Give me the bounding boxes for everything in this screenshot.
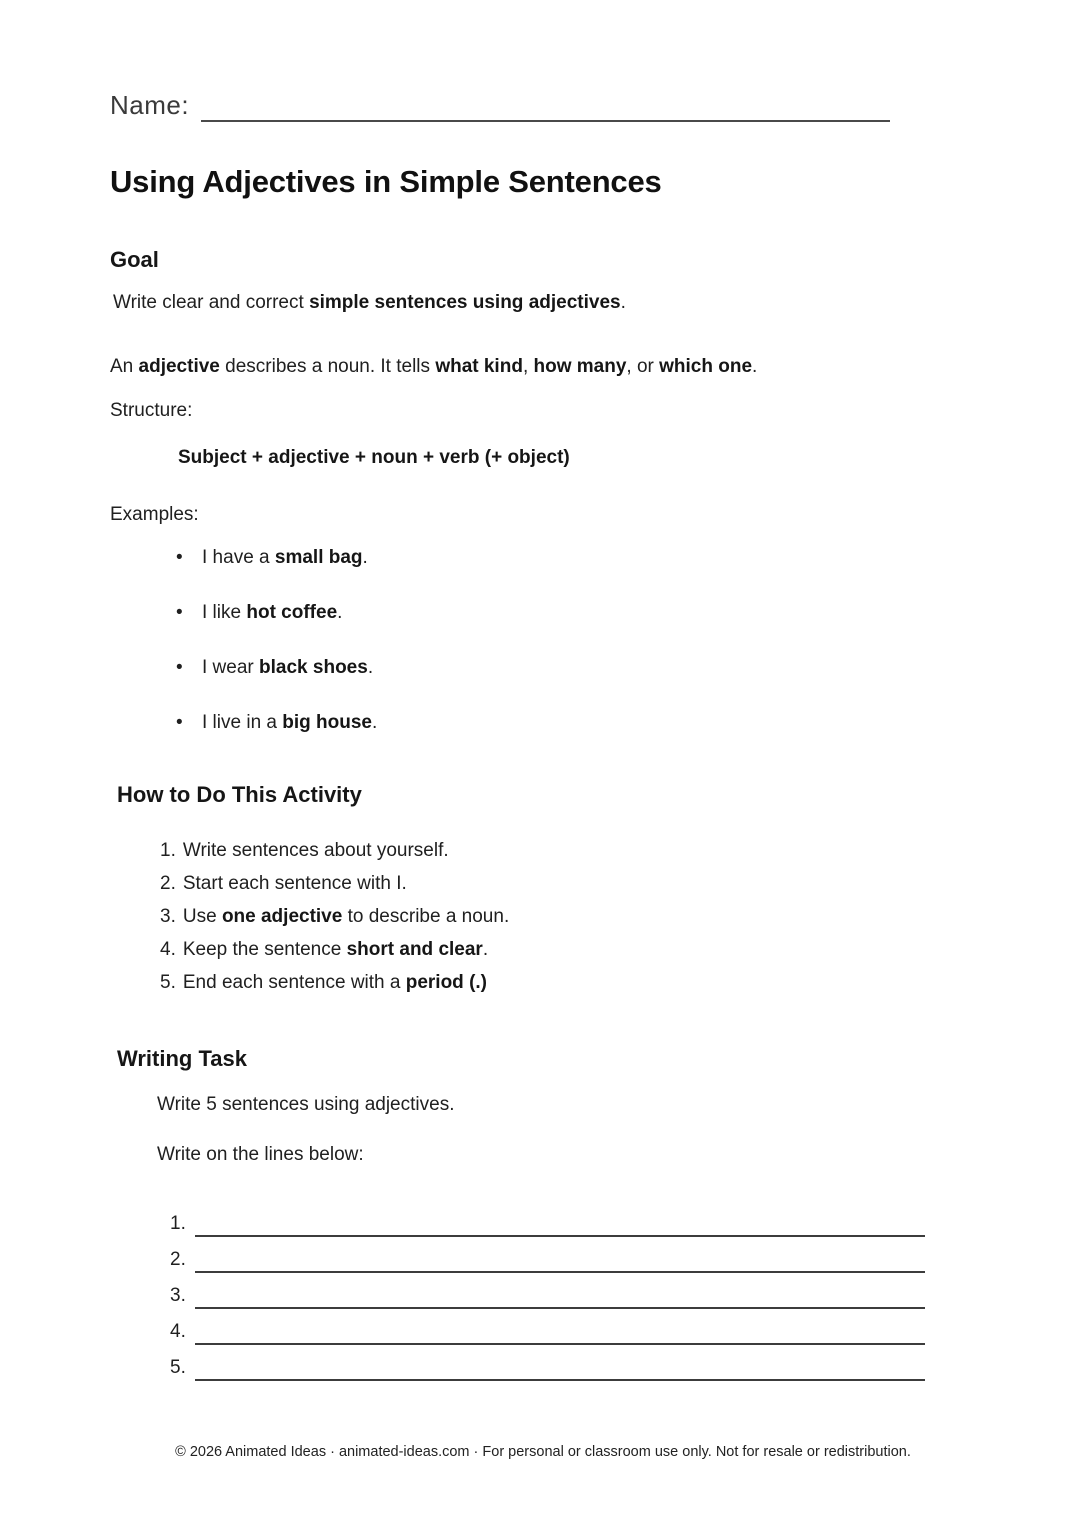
steps-list bbox=[160, 834, 1006, 999]
step-item bbox=[160, 966, 1006, 999]
page-title: Using Adjectives in Simple Sentences bbox=[110, 164, 662, 199]
name-input-line[interactable] bbox=[201, 92, 890, 122]
answer-line-1[interactable] bbox=[195, 1213, 925, 1237]
example-text: I have a small bag. bbox=[202, 547, 368, 568]
lines-below-label: Write on the lines below: bbox=[157, 1144, 364, 1165]
name-row bbox=[110, 88, 890, 122]
name-label: Name: bbox=[110, 90, 190, 120]
step-number: 5. bbox=[160, 972, 176, 993]
structure-label: Structure: bbox=[110, 400, 193, 421]
step-number: 1. bbox=[160, 840, 176, 861]
bullet-icon bbox=[176, 601, 202, 625]
example-text: I wear black shoes. bbox=[202, 657, 374, 678]
example-item bbox=[176, 711, 1006, 735]
line-number: 3. bbox=[170, 1285, 186, 1306]
step-text: Use one adjective to describe a noun. bbox=[182, 906, 510, 927]
step-text: Write sentences about yourself. bbox=[182, 840, 449, 861]
line-number: 1. bbox=[170, 1213, 186, 1234]
bullet-icon bbox=[176, 656, 202, 680]
step-item bbox=[160, 867, 1006, 900]
line-number: 4. bbox=[170, 1321, 186, 1342]
footer-text: © 2026 Animated Ideas · animated-ideas.com · For personal or classroom use only. Not for resale or redistribution. bbox=[175, 1444, 911, 1460]
step-number: 3. bbox=[160, 906, 176, 927]
step-number: 2. bbox=[160, 873, 176, 894]
step-text: End each sentence with a period (.) bbox=[182, 972, 488, 993]
examples-list bbox=[176, 546, 1006, 735]
line-number: 5. bbox=[170, 1357, 186, 1378]
line-number: 2. bbox=[170, 1249, 186, 1270]
goal-intro: Write clear and correct simple sentences using adjectives. bbox=[113, 292, 626, 313]
answer-row bbox=[170, 1237, 925, 1273]
writing-task-heading: Writing Task bbox=[117, 1046, 247, 1071]
goal-heading: Goal bbox=[110, 247, 159, 272]
answer-row bbox=[170, 1273, 925, 1309]
step-item bbox=[160, 900, 1006, 933]
bullet-icon bbox=[176, 546, 202, 570]
step-text: Start each sentence with I. bbox=[182, 873, 407, 894]
examples-label: Examples: bbox=[110, 504, 199, 525]
structure-formula: Subject + adjective + noun + verb (+ object) bbox=[178, 447, 570, 468]
step-item bbox=[160, 834, 1006, 867]
writing-task-instruction: Write 5 sentences using adjectives. bbox=[157, 1094, 455, 1115]
how-to-heading: How to Do This Activity bbox=[117, 782, 362, 807]
example-item bbox=[176, 601, 1006, 625]
bullet-icon bbox=[176, 711, 202, 735]
step-item bbox=[160, 933, 1006, 966]
answer-row bbox=[170, 1345, 925, 1381]
answer-lines bbox=[170, 1201, 925, 1381]
example-text: I live in a big house. bbox=[202, 712, 378, 733]
answer-line-5[interactable] bbox=[195, 1357, 925, 1381]
adjective-definition: An adjective describes a noun. It tells what kind, how many, or which one. bbox=[110, 356, 758, 377]
example-item bbox=[176, 656, 1006, 680]
example-item bbox=[176, 546, 1006, 570]
answer-line-4[interactable] bbox=[195, 1321, 925, 1345]
answer-line-2[interactable] bbox=[195, 1249, 925, 1273]
example-text: I like hot coffee. bbox=[202, 602, 343, 623]
step-number: 4. bbox=[160, 939, 176, 960]
answer-line-3[interactable] bbox=[195, 1285, 925, 1309]
answer-row bbox=[170, 1201, 925, 1237]
answer-row bbox=[170, 1309, 925, 1345]
step-text: Keep the sentence short and clear. bbox=[182, 939, 489, 960]
